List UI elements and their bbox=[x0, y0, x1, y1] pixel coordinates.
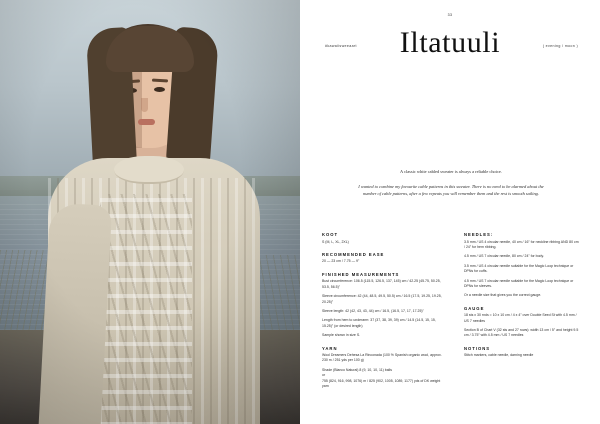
yarn-heading: YARN bbox=[322, 345, 338, 351]
ease-heading: RECOMMENDED EASE bbox=[322, 251, 385, 257]
size-heading: KOOT bbox=[322, 232, 339, 237]
section-notions bbox=[464, 346, 580, 359]
needles-heading: NEEDLES: bbox=[464, 232, 494, 237]
needles-line-2: 4.5 mm / US 7 circular needle, 80 cm / 24" for body. bbox=[464, 254, 544, 259]
introduction bbox=[356, 168, 546, 197]
yarn-or: or bbox=[322, 373, 326, 378]
measurement-sample-size: Sample shown in size S. bbox=[322, 333, 361, 338]
section-measurements bbox=[322, 272, 442, 339]
size-body: S (M, L, XL, 2XL) bbox=[322, 239, 349, 244]
section-ease bbox=[322, 252, 442, 265]
section-needles bbox=[464, 232, 580, 299]
notions-heading: NOTIONS bbox=[464, 345, 491, 351]
column-left bbox=[322, 232, 442, 397]
yarn-shade: Shade (Blanco Natural) 8 (9, 10, 10, 11) balls bbox=[322, 367, 392, 372]
needles-line-1: 3.5 mm / US 4 circular needle, 40 cm / 16" for neckline ribbing AND 80 cm / 24" for hem ribbing. bbox=[464, 239, 579, 249]
intro-note: I wanted to combine my favourite cable patterns in this sweater. There is no need to be alarmed about the number of cable patterns, after a few repeats you will remember them and the rest is smooth sailing. bbox=[358, 184, 544, 196]
measurement-hem-to-underarm: Length from hem to underarm: 37 (37, 38, 39, 39) cm / 14.5 (14.5, 15, 15, 15.25)" (or desired length) bbox=[322, 318, 436, 328]
measurement-sleeve-circumference: Sleeve circumference: 42 (44, 48.5, 49.5, 50.5) cm / 16.5 (17.5, 19.25, 19.25, 20.25)" bbox=[322, 294, 442, 304]
pattern-page bbox=[300, 0, 600, 424]
notions-body: Stitch markers, cable needle, darning needle bbox=[464, 353, 534, 358]
gauge-heading: GAUGE bbox=[464, 305, 485, 311]
translation-label: ( evening / moon ) bbox=[542, 44, 578, 48]
needles-line-4: 4.5 mm / US 7 circular needle suitable for the Magic Loop technique or DPNs for sleeves. bbox=[464, 278, 574, 288]
hashtag-label: #kawaiisweeaart bbox=[325, 44, 357, 48]
needles-line-5: Or a needle size that gives you the correct gauge. bbox=[464, 293, 542, 298]
intro-lead: A classic white cabled sweater is always a reliable choice. bbox=[400, 169, 502, 174]
measurement-bust: Bust circumference: 106.5 (115.5, 126.5, 137, 145) cm / 42.25 (45.75, 50.25, 53.5, 56.5)" bbox=[322, 279, 441, 289]
measurements-heading: FINISHED MEASUREMENTS bbox=[322, 271, 400, 277]
needles-line-3: 3.5 mm / US 4 circular needle suitable for the Magic Loop technique or DPNs for cuffs. bbox=[464, 263, 574, 274]
section-gauge bbox=[464, 306, 580, 339]
page-folio: 33 bbox=[447, 13, 453, 17]
measurement-sleeve-length: Sleeve length: 42 (42, 43, 43, 44) cm / 16.5, (16.5, 17, 17, 17.25)" bbox=[322, 308, 424, 313]
section-yarn bbox=[322, 346, 442, 390]
title-block bbox=[300, 26, 600, 66]
yarn-body: Wool Dreamers Dehesa La Rinconada (100 % Spanish organic wool, approx. 230 m / 251 yds per 100 g) bbox=[322, 353, 442, 363]
gauge-line-1: 18 sts x 30 rnds = 10 x 10 cm / 4 x 4" over Double Seed St with 4.5 mm / US 7 needles bbox=[464, 313, 577, 323]
yarn-meterage: 755 (824, 916, 998, 1076) m / 825 (902, 1005, 1089, 1177) yds of DK weight yarn bbox=[322, 378, 441, 389]
column-right bbox=[464, 232, 580, 397]
pattern-columns bbox=[322, 232, 580, 397]
section-size bbox=[322, 232, 442, 245]
gauge-line-2: Section B of Chart V (32 sts and 27 rows): width 13 cm / 5" and height 9.5 cm / 3.75" with 4.5 mm / US 7 needles bbox=[464, 328, 579, 338]
page-title: Iltatuuli bbox=[399, 26, 501, 59]
ease-body: 20 — 23 cm / 7.75 — 9" bbox=[322, 259, 360, 264]
